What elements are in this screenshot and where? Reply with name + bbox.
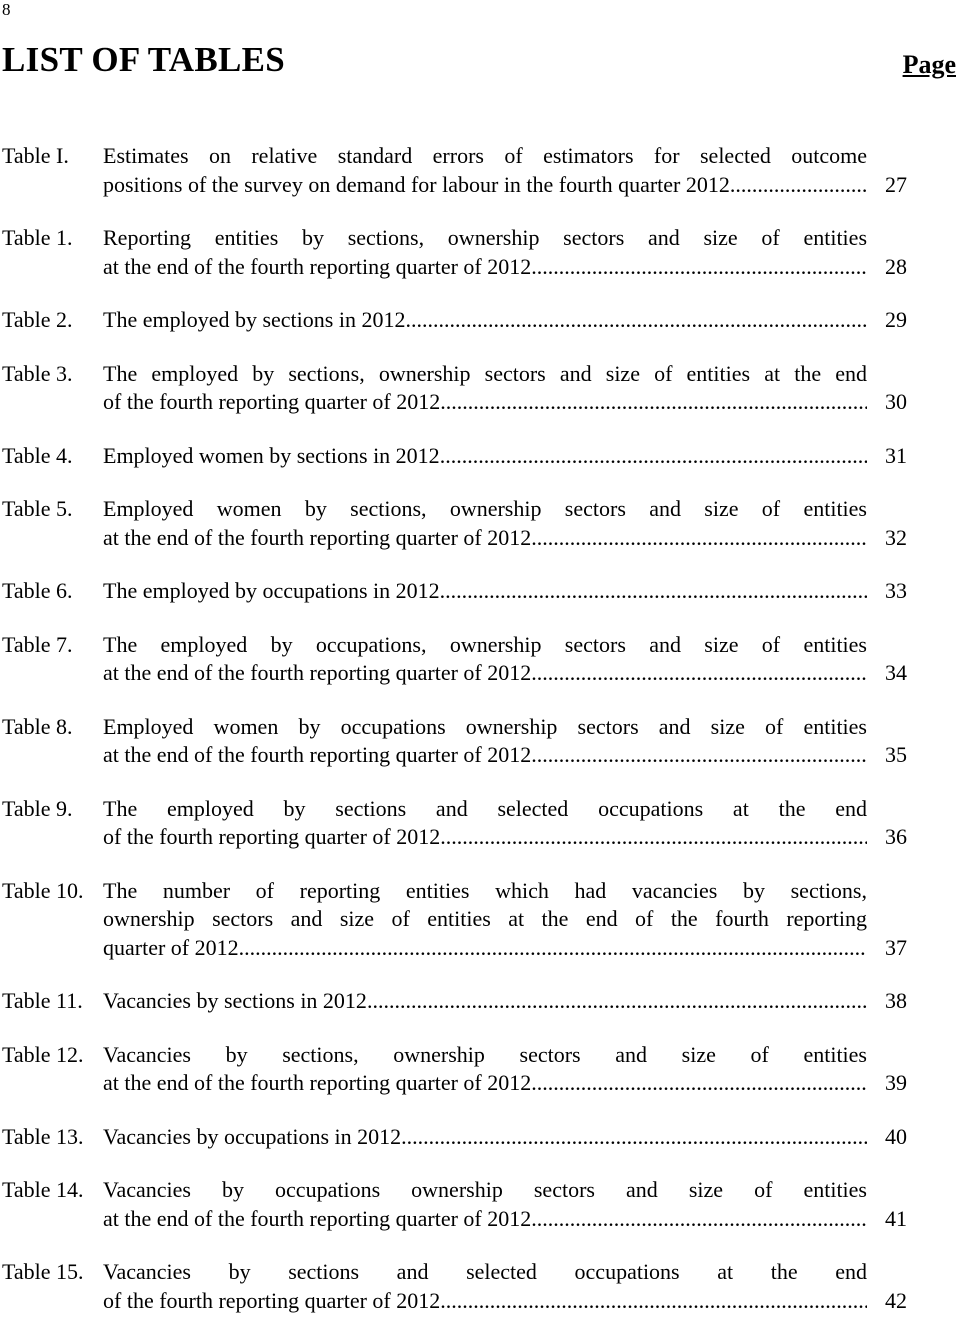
toc-entry-page-number: 37 xyxy=(885,934,907,960)
toc-entry-title-line: Estimates on relative standard errors of estimators for selected outcome xyxy=(103,143,867,168)
toc-entry-page-number: 42 xyxy=(885,1287,907,1313)
toc-entry-page-number: 40 xyxy=(885,1123,907,1149)
toc-entry xyxy=(2,1123,954,1152)
dot-leader xyxy=(531,524,867,553)
toc-entry xyxy=(2,1258,954,1315)
toc-entry-title-last-line xyxy=(103,524,867,553)
dot-leader xyxy=(531,741,867,770)
dot-leader xyxy=(239,934,867,963)
toc-entry-title-line: at the end of the fourth reporting quarter of 2012 xyxy=(103,253,532,279)
toc-entry xyxy=(2,877,954,963)
page-column-heading: Page xyxy=(902,50,956,79)
toc-entry-title-line: at the end of the fourth reporting quarter of 2012 xyxy=(103,1070,532,1095)
toc-entry-label: Table 11. xyxy=(2,988,83,1013)
toc-entry-title-line: Employed women by occupations ownership sectors and size of entities xyxy=(103,713,867,739)
toc-entry-title-line: The employed by sections, ownership sectors and size of entities at the end xyxy=(103,360,867,386)
dot-leader xyxy=(531,1069,867,1098)
dot-leader xyxy=(405,306,867,335)
toc-entry-title xyxy=(103,1041,867,1098)
toc-entry-label: Table 3. xyxy=(2,360,73,386)
toc-entry-title xyxy=(103,877,867,963)
toc-entry-label: Table 7. xyxy=(2,631,73,657)
toc-entry-title-last-line xyxy=(103,741,867,770)
dot-leader xyxy=(440,388,867,417)
dot-leader xyxy=(367,987,867,1016)
toc-entry-title-line: at the end of the fourth reporting quarter of 2012 xyxy=(103,524,532,550)
toc-entry-title-line: Reporting entities by sections, ownership sectors and size of entities xyxy=(103,225,867,250)
toc-entry-page-number: 36 xyxy=(885,824,907,849)
toc-entry-title xyxy=(103,1258,867,1315)
toc-entry-title-last-line xyxy=(103,1123,867,1152)
toc-entry xyxy=(2,442,954,471)
toc-entry-title xyxy=(103,306,867,335)
toc-entry-page-number: 38 xyxy=(885,988,907,1013)
toc-entry-label: Table 14. xyxy=(2,1177,84,1202)
toc-entry-title-last-line xyxy=(103,659,867,688)
toc-entry-page-number: 41 xyxy=(885,1205,907,1231)
toc-entry-title xyxy=(103,142,867,199)
toc-entry-title-line: of the fourth reporting quarter of 2012 xyxy=(103,1287,441,1313)
toc-entry-title-line: ownership sectors and size of entities at the end of the fourth reporting xyxy=(103,906,867,931)
toc-entry xyxy=(2,987,954,1016)
toc-entry-title-line: Vacancies by occupations in 2012 xyxy=(103,1123,402,1149)
toc-entry-title xyxy=(103,442,867,471)
toc-entry-title-last-line xyxy=(103,1069,867,1098)
toc-entry-label: Table 4. xyxy=(2,442,73,468)
toc-entry xyxy=(2,631,954,688)
page-title: LIST OF TABLES xyxy=(2,40,286,79)
toc-entry-page-number: 31 xyxy=(885,442,907,468)
toc-entry-title-line: at the end of the fourth reporting quarter of 2012 xyxy=(103,742,532,767)
toc-entry-page-number: 33 xyxy=(885,578,907,603)
toc-entry-title xyxy=(103,495,867,552)
toc-entry-label: Table 5. xyxy=(2,496,73,521)
toc-entry xyxy=(2,577,954,606)
toc-entry-label: Table I. xyxy=(2,143,69,168)
dot-leader xyxy=(440,577,867,606)
toc-entry-title-line: The employed by occupations in 2012 xyxy=(103,578,440,603)
dot-leader xyxy=(730,171,867,200)
toc-entry-title-line: Vacancies by sections, ownership sectors and size of entities xyxy=(103,1041,867,1067)
toc-entry-label: Table 1. xyxy=(2,225,73,250)
toc-entry-title xyxy=(103,1176,867,1233)
toc-entry-title xyxy=(103,577,867,606)
toc-entry-label: Table 15. xyxy=(2,1259,84,1284)
toc-entry-page-number: 27 xyxy=(885,171,907,197)
dot-leader xyxy=(440,442,867,471)
toc-entry-title xyxy=(103,631,867,688)
toc-entry-title xyxy=(103,987,867,1016)
toc-entry-title-last-line xyxy=(103,253,867,282)
toc-entry-title-last-line xyxy=(103,442,867,471)
toc-entry-label: Table 2. xyxy=(2,307,73,332)
toc-entry-title xyxy=(103,1123,867,1152)
toc-entry-title-line: positions of the survey on demand for labour in the fourth quarter 2012 xyxy=(103,171,730,197)
toc-entry-title-line: quarter of 2012 xyxy=(103,934,239,960)
toc-entry-title-line: Employed women by sections in 2012 xyxy=(103,442,440,468)
toc-entry-title-last-line xyxy=(103,987,867,1016)
toc-entry-page-number: 30 xyxy=(885,389,907,414)
toc-entry-title-last-line xyxy=(103,306,867,335)
toc-entry-page-number: 35 xyxy=(885,742,907,767)
toc-entry-label: Table 9. xyxy=(2,795,73,821)
toc-entry-label: Table 12. xyxy=(2,1041,84,1067)
toc-entry-title xyxy=(103,713,867,770)
toc-entry-title-last-line xyxy=(103,171,867,200)
toc-entry-page-number: 39 xyxy=(885,1070,907,1095)
page-number: 8 xyxy=(2,0,11,19)
toc-entry-title-line: Vacancies by sections in 2012 xyxy=(103,988,367,1013)
toc-entry xyxy=(2,360,954,417)
toc-entry-title-line: of the fourth reporting quarter of 2012 xyxy=(103,824,441,849)
dot-leader xyxy=(440,1287,867,1316)
toc-entry-title-last-line xyxy=(103,1205,867,1234)
toc-entry xyxy=(2,224,954,281)
toc-entry xyxy=(2,495,954,552)
toc-entry-title-line: Employed women by sections, ownership sectors and size of entities xyxy=(103,496,867,521)
toc-entry-title xyxy=(103,360,867,417)
toc-entry-page-number: 28 xyxy=(885,253,907,279)
toc-entry-label: Table 13. xyxy=(2,1123,84,1149)
toc-entry-title xyxy=(103,795,867,852)
toc-entry-title-last-line xyxy=(103,934,867,963)
toc-entry-page-number: 29 xyxy=(885,307,907,332)
toc-entry xyxy=(2,713,954,770)
toc-entry-title-line: at the end of the fourth reporting quarter of 2012 xyxy=(103,1205,532,1231)
toc-entry xyxy=(2,1041,954,1098)
title-row xyxy=(2,40,956,90)
toc-entry-title-last-line xyxy=(103,1287,867,1316)
toc-entry-label: Table 10. xyxy=(2,877,84,903)
toc-entry-label: Table 6. xyxy=(2,578,73,603)
toc-entry-title-line: of the fourth reporting quarter of 2012 xyxy=(103,389,441,414)
dot-leader xyxy=(440,823,867,852)
dot-leader xyxy=(531,1205,867,1234)
table-of-contents xyxy=(2,142,954,1315)
toc-entry-title xyxy=(103,224,867,281)
toc-entry-title-line: Vacancies by occupations ownership sectors and size of entities xyxy=(103,1177,867,1202)
toc-entry-page-number: 32 xyxy=(885,524,907,550)
toc-entry-title-line: Vacancies by sections and selected occupations at the end xyxy=(103,1259,867,1284)
toc-entry-label: Table 8. xyxy=(2,713,73,739)
dot-leader xyxy=(401,1123,867,1152)
toc-entry-title-line: The employed by occupations, ownership sectors and size of entities xyxy=(103,631,867,657)
dot-leader xyxy=(531,253,867,282)
dot-leader xyxy=(531,659,867,688)
toc-entry-page-number: 34 xyxy=(885,660,907,685)
toc-entry xyxy=(2,795,954,852)
toc-entry-title-last-line xyxy=(103,577,867,606)
toc-entry-title-last-line xyxy=(103,388,867,417)
toc-entry-title-last-line xyxy=(103,823,867,852)
toc-entry-title-line: The number of reporting entities which had vacancies by sections, xyxy=(103,877,867,903)
toc-entry xyxy=(2,142,954,199)
toc-entry-title-line: at the end of the fourth reporting quarter of 2012 xyxy=(103,660,532,685)
toc-entry xyxy=(2,306,954,335)
toc-entry-title-line: The employed by sections and selected occupations at the end xyxy=(103,795,867,821)
toc-entry xyxy=(2,1176,954,1233)
toc-entry-title-line: The employed by sections in 2012 xyxy=(103,307,406,332)
